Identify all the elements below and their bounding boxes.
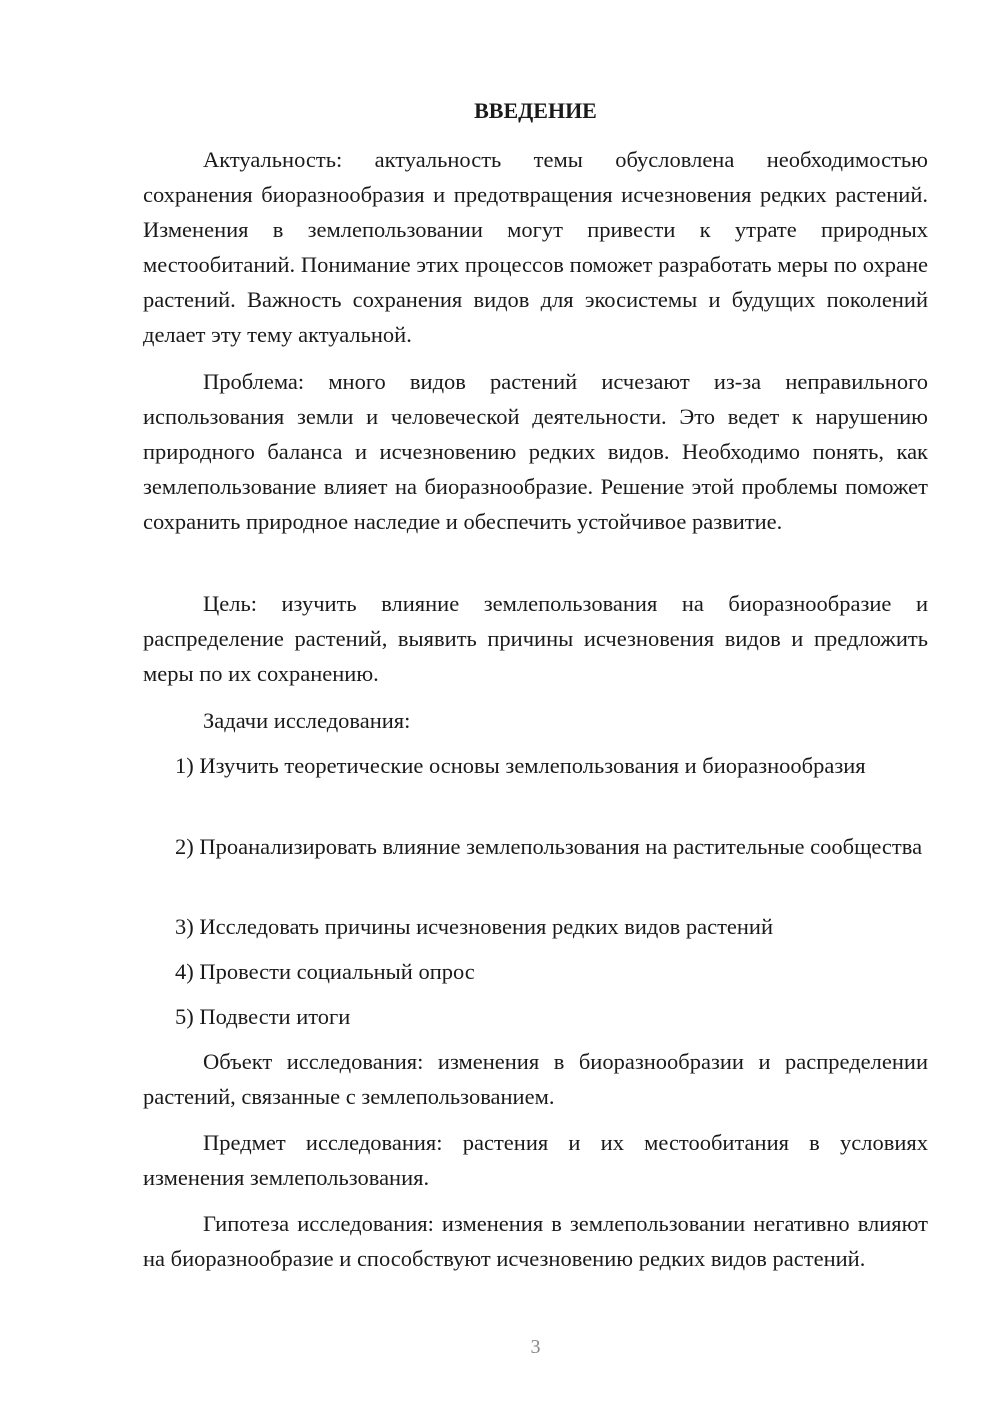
tasks-heading: Задачи исследования: [203, 708, 411, 733]
task-item-5: 5) Подвести итоги [175, 1004, 351, 1029]
task-item-4: 4) Провести социальный опрос [175, 959, 475, 984]
task-item-2: 2) Проанализировать влияние землепользования на растительные сообщества [175, 834, 923, 859]
paragraph-problem: Проблема: много видов растений исчезают из-за неправильного использования земли и человеческой деятельности. Это ведет к нарушению природного баланса и исчезновению редких видов. Необходимо понять, как землепользование влияет на биоразнообразие. Решение этой проблемы поможет сохранить природное наследие и обеспечить устойчивое развитие. [143, 369, 928, 534]
paragraph-object: Объект исследования: изменения в биоразнообразии и распределении растений, связанные с землепользованием. [143, 1049, 928, 1109]
page-number: 3 [530, 1336, 541, 1358]
paragraph-relevance: Актуальность: актуальность темы обусловлена необходимостью сохранения биоразнообразия и предотвращения исчезновения редких растений. Изменения в землепользовании могут привести к утрате природных местообитаний. Понимание этих процессов поможет разработать меры по охране растений. Важность сохранения видов для экосистемы и будущих поколений делает эту тему актуальной. [143, 147, 928, 347]
paragraph-goal: Цель: изучить влияние землепользования на биоразнообразие и распределение растений, выявить причины исчезновения видов и предложить меры по их сохранению. [143, 591, 928, 686]
paragraph-hypothesis: Гипотеза исследования: изменения в землепользовании негативно влияют на биоразнообразие и способствуют исчезновению редких видов растений. [143, 1211, 928, 1271]
task-item-1: 1) Изучить теоретические основы землепользования и биоразнообразия [175, 753, 866, 778]
page-title: ВВЕДЕНИЕ [474, 98, 597, 123]
task-item-3: 3) Исследовать причины исчезновения редких видов растений [175, 914, 774, 939]
paragraph-subject: Предмет исследования: растения и их местообитания в условиях изменения землепользования. [143, 1130, 928, 1190]
